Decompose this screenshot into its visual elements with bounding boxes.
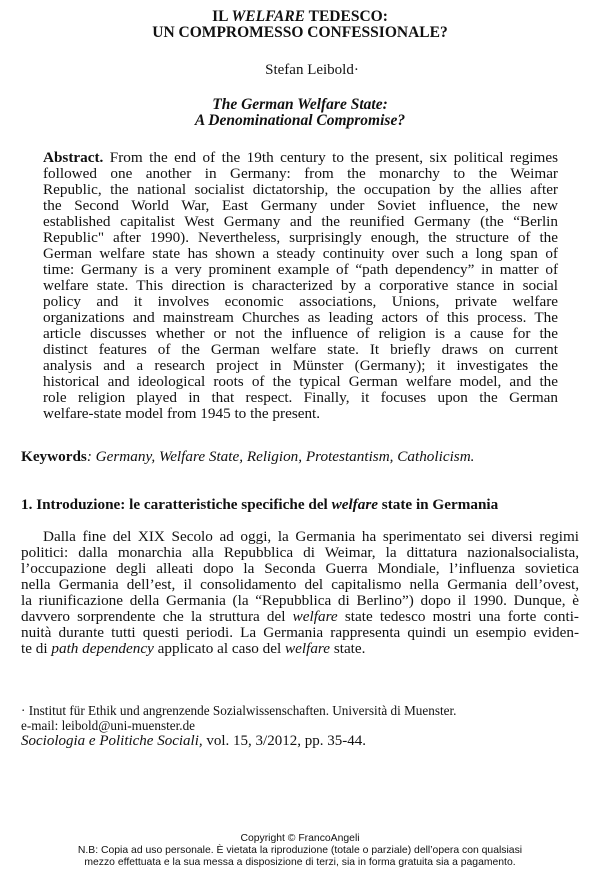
abstract [43,150,558,422]
keywords-values: : Germany, Welfare State, Religion, Protestantism, Catholicism. [86,448,475,465]
abstract-line: historical and ideological roots of the typical German welfare model, and the [43,373,558,390]
title-prefix: IL [212,8,232,25]
body-text: davvero sorprendente che la struttura del [21,608,293,625]
journal-details: vol. 15, 3/2012, pp. 35-44. [202,733,366,749]
section-heading-suffix: state in Germania [377,496,499,513]
journal-citation [21,733,456,750]
section-heading [21,497,498,513]
body-line: politici: dalla monarchia alla Repubblica di Weimar, la dittatura nazionalsocialista, [21,544,579,561]
abstract-line [43,150,558,166]
body-italic: path dependency [51,640,154,657]
body-italic: welfare [292,608,338,625]
footnote-affiliation: · Institut für Ethik und angrenzende Sozialwissenschaften. Università di Muenster. [21,703,457,718]
body-text: te di [21,640,52,657]
body-line [21,641,579,657]
abstract-line: welfare-state model from 1945 to the present. [43,405,321,422]
section-heading-prefix: 1. Introduzione: le caratteristiche specifiche del [21,496,332,513]
body-text: state. [330,640,366,657]
body-line [21,609,579,625]
body-line: la riunificazione della Germania (la “Repubblica di Berlino”) dopo il 1990. Dunque, è [21,592,579,609]
abstract-line: German welfare state has shown a steady continuity over such a long span of [43,245,558,262]
keywords-label: Keywords [21,448,87,465]
abstract-line: Republic, the national socialist dictatorship, the occupation by the allies after [43,181,558,198]
section-heading-italic: welfare [331,496,378,513]
abstract-line: Republic" after 1990). Nevertheless, surprisingly enough, the structure of the [43,229,558,246]
abstract-line: article discusses whether or not the influence of religion is a cause for the [43,325,558,342]
title-italic-word: WELFARE [231,8,306,25]
body-line: l’occupazione degli alleati dopo la Seconda Guerra Mondiale, l’influenza sovietica [21,560,579,577]
footnote-email[interactable]: e-mail: leibold@uni-muenster.de [21,718,196,733]
article-title-line2: UN COMPROMESSO CONFESSIONALE? [152,24,448,41]
copyright-notice [0,833,600,869]
abstract-line: policy and it involves economic associations, Unions, private welfare [43,293,558,310]
body-line: nella Germania dell’est, il consolidamento del capitalismo nella Germania dell’ovest, [21,576,579,593]
abstract-line: role religion played in that respect. Finally, it focuses upon the German [43,389,558,406]
abstract-line: followed one another in Germany: from the monarchy to the Weimar [43,165,558,182]
copyright-disclaimer-line: N.B: Copia ad uso personale. È vietata la riproduzione (totale o parziale) dell’opera con qualsiasi [77,845,523,856]
abstract-line: welfare state. This direction is characterized by a corporative stance in social [43,277,558,294]
body-paragraph [21,529,579,657]
footnote [21,703,456,750]
article-title-line1 [0,9,600,25]
abstract-label: Abstract. [43,149,104,166]
copyright-line: Copyright © FrancoAngeli [240,833,360,844]
english-title-line1: The German Welfare State: [212,96,388,113]
title-suffix: TEDESCO: [305,8,388,25]
body-line: nuità durante tutti questi periodi. La Germania rappresenta quindi un esempio eviden- [21,624,579,641]
abstract-line: time: Germany is a very prominent example of “path dependency” in matter of [43,261,558,278]
body-line: Dalla fine del XIX Secolo ad oggi, la Germania ha sperimentato sei diversi regimi [43,528,579,545]
abstract-line: analysis and a research project in Münster (Germany); it investigates the [43,357,558,374]
body-italic: welfare [285,640,331,657]
english-title-line2: A Denominational Compromise? [194,112,406,129]
abstract-line: distinct features of the German welfare state. It briefly draws on current [43,341,558,358]
abstract-text: From the end of the 19th century to the present, six political regimes [103,149,558,166]
abstract-line: organizations and mainstream Churches as leading actors of this process. The [43,309,558,326]
abstract-line: the Second World War, East Germany under Soviet influence, the new [43,197,558,214]
abstract-line: established capitalist West Germany and the reunified Germany (the “Berlin [43,213,558,230]
body-text: applicato al caso del [153,640,286,657]
journal-name: Sociologia e Politiche Sociali, [21,733,203,749]
copyright-disclaimer-line: mezzo effettuata e la sua messa a disposizione di terzi, sia in forma gratuita sia a pagamento. [84,857,516,868]
body-text: state tedesco mostri una forte conti- [337,608,579,625]
author-name: Stefan Leibold· [265,62,359,78]
keywords [21,449,474,465]
